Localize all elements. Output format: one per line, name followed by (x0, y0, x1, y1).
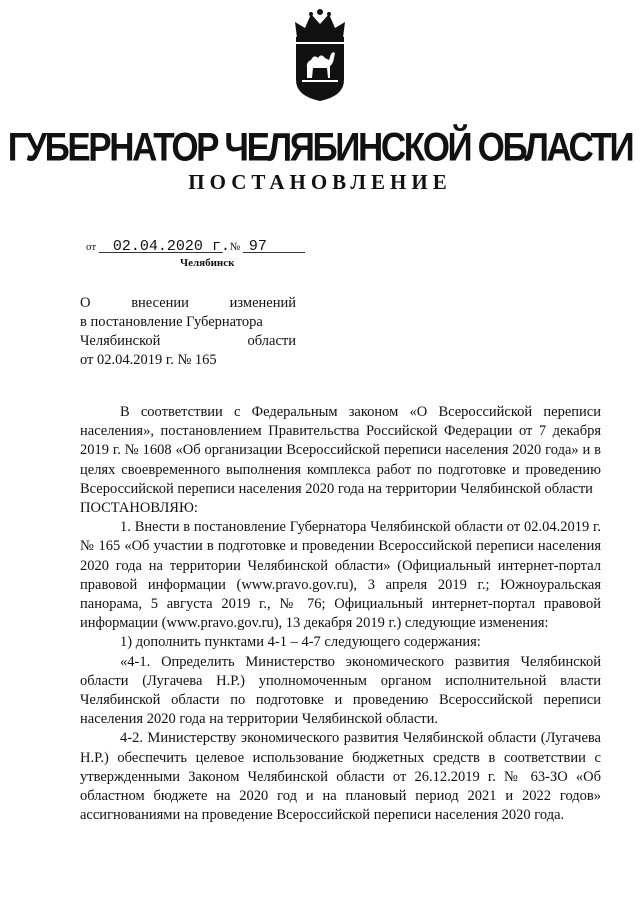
subject-line-3 (80, 332, 296, 351)
subject-word: внесении (131, 295, 189, 311)
subject-word: изменений (229, 295, 296, 311)
document-date: 02.04.2020 г. (112, 238, 230, 255)
document-date-number (86, 238, 305, 253)
from-label: от (86, 241, 97, 253)
date-field (99, 238, 230, 255)
authority-title: ГУБЕРНАТОР ЧЕЛЯБИНСКОЙ ОБЛАСТИ (7, 125, 633, 170)
number-field (243, 238, 305, 253)
document-subject (80, 294, 296, 370)
subject-line-2: в постановление Губернатора (80, 314, 263, 330)
subject-line-4: от 02.04.2019 г. № 165 (80, 352, 217, 368)
document-number: 97 (248, 238, 267, 255)
city-label: Челябинск (180, 257, 235, 269)
number-label: № (229, 241, 241, 253)
coat-of-arms-emblem (287, 8, 353, 102)
subject-word: О (80, 295, 91, 311)
preamble-paragraph: В соответствии с Федеральным законом «О Всероссийской переписи населения», постановлением Правительства Российской Федерации от 7 декабря 2019 г. № 1608 «Об организации Всероссийской переписи населения 2020 года» и в целях своевременного выполнения комплекса работ по подготовке и проведению Всероссийской переписи населения 2020 года на территории Челябинской области (80, 404, 601, 497)
document-type: ПОСТАНОВЛЕНИЕ (188, 170, 452, 194)
resolve-heading: ПОСТАНОВЛЯЮ: (80, 500, 198, 517)
subject-word: области (247, 333, 296, 349)
subject-line-1 (80, 294, 296, 313)
item-1-1-paragraph: 1) дополнить пунктами 4-1 – 4-7 следующего содержания: (120, 634, 481, 651)
item-4-1-paragraph: «4-1. Определить Министерство экономического развития Челябинской области (Лугачева Н.Р.) уполномоченным органом исполнительной власти Челябинской области по подготовке и проведению Всероссийской переписи населения 2020 года на территории Челябинской области. (80, 653, 601, 728)
item-1-paragraph: 1. Внести в постановление Губернатора Челябинской области от 02.04.2019 г. № 165 «Об участии в подготовке и проведении Всероссийской переписи населения 2020 года на территории Челябинской области» (Официальный интернет-портал правовой информации (www.pravo.gov.ru), 3 апреля 2019 г.; Южноуральская панорама, 5 августа 2019 г., № 76; Официальный интернет-портал правовой информации (www.pravo.gov.ru), 13 декабря 2019 г.) следующие изменения: (80, 519, 601, 632)
document-body (80, 403, 601, 825)
subject-word: Челябинской (80, 333, 161, 349)
item-4-2-paragraph: 4-2. Министерству экономического развития Челябинской области (Лугачева Н.Р.) обеспечить целевое использование бюджетных средств в соответствии с утвержденными Законом Челябинской области от 26.12.2019 г. № 63-ЗО «Об областном бюджете на 2020 год и на плановый период 2021 и 2022 годов» ассигнованиями на проведение Всероссийской переписи населения 2020 года. (80, 730, 601, 824)
